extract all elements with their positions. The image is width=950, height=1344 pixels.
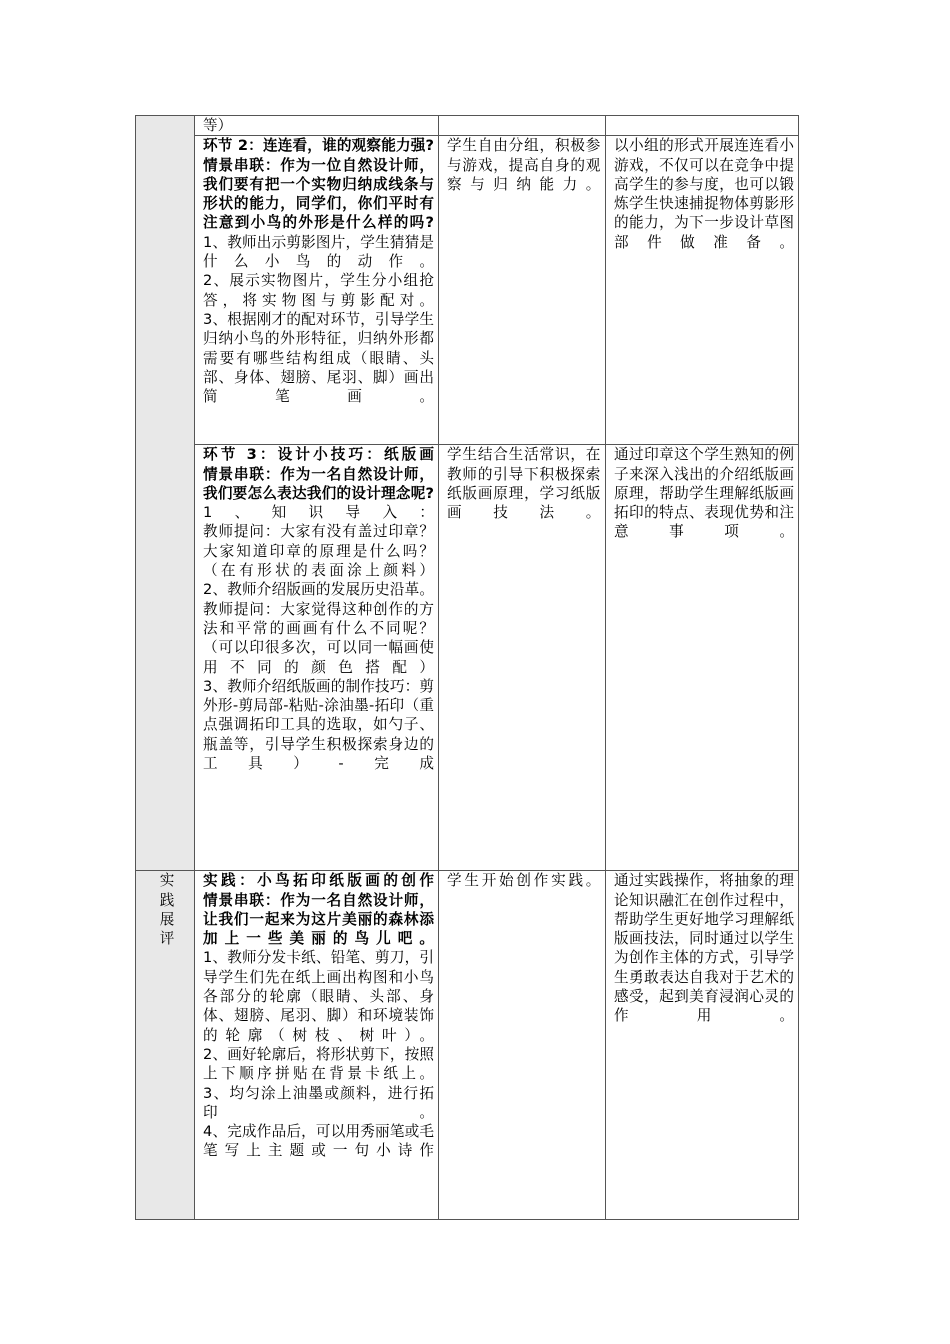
intent-cell: [606, 445, 799, 871]
continued-text: 等）: [203, 117, 233, 134]
step-item: 教师提问：大家有没有盖过印章？大家知道印章的原理是什么吗？（在有形状的表面涂上颜料）: [203, 523, 434, 580]
step-item: 2、展示实物图片，学生分小组抢答，将实物图与剪影配对。: [203, 272, 434, 309]
table-row: [136, 136, 799, 445]
intent-cell: [606, 871, 799, 1220]
stage-label-cell: [136, 871, 195, 1220]
student-activity: 学生结合生活常识，在教师的引导下积极探索纸版画原理，学习纸版画技法。: [447, 446, 601, 522]
step-item: 1、教师出示剪影图片，学生猜猜是什么小鸟的动作。: [203, 233, 434, 271]
step-item: 1、教师分发卡纸、铅笔、剪刀，引导学生们先在纸上画出构图和小鸟各部分的轮廓（眼睛、头部、身体、翅膀、尾羽、脚）和环境装饰的轮廓（树枝、树叶）。: [203, 949, 434, 1044]
intent-cell: [606, 116, 799, 136]
process-cell: [195, 136, 439, 445]
stage-label: 实践展评: [159, 872, 175, 948]
step-item: 4、完成作品后，可以用秀丽笔或毛笔写上主题或一句小诗作: [203, 1123, 434, 1160]
table-row: [136, 116, 799, 136]
step-item: 3、根据刚才的配对环节，引导学生归纳小鸟的外形特征，归纳外形都需要有哪些结构组成（眼睛、头部、身体、翅膀、尾羽、脚）画出简笔画。: [203, 310, 434, 406]
student-activity: 学生自由分组，积极参与游戏，提高自身的观察与归纳能力。: [447, 137, 601, 193]
process-cell: [195, 445, 439, 871]
process-cell: [195, 871, 439, 1220]
student-cell: [439, 116, 606, 136]
step-heading: 环节 3：设计小技巧：纸版画: [203, 446, 434, 464]
step-item: 2、画好轮廓后，将形状剪下，按照上下顺序拼贴在背景卡纸上。: [203, 1045, 434, 1083]
process-cell: [195, 116, 439, 136]
student-cell: [439, 871, 606, 1220]
scene-text: 情景串联：作为一名自然设计师，让我们一起来为这片美丽的森林添加上一些美丽的鸟儿吧。: [203, 891, 434, 948]
step-item: 1、知识导入：: [203, 504, 434, 522]
step-item: 教师提问：大家觉得这种创作的方法和平常的画画有什么不同呢？（可以印很多次，可以同一幅画使用不同的颜色搭配）: [203, 600, 434, 676]
student-activity: 学生开始创作实践。: [447, 872, 601, 890]
step-item: 3、教师介绍纸版画的制作技巧：剪外形-剪局部-粘贴-涂油墨-拓印（重点强调拓印工具的选取，如勺子、瓶盖等，引导学生积极探索身边的工具）-完成: [203, 677, 434, 773]
design-intent: 以小组的形式开展连连看小游戏，不仅可以在竞争中提高学生的参与度，也可以锻炼学生快速捕捉物体剪影形的能力，为下一步设计草图部件做准备。: [614, 137, 794, 251]
stage-cell: [136, 116, 195, 871]
step-item: 3、均匀涂上油墨或颜料，进行拓印。: [203, 1084, 434, 1121]
step-heading: 环节 2：连连看，谁的观察能力强?: [203, 137, 434, 155]
intent-cell: [606, 136, 799, 445]
table-row: [136, 871, 799, 1220]
table-row: [136, 445, 799, 871]
lesson-plan-table: [135, 115, 799, 1220]
student-cell: [439, 445, 606, 871]
step-heading: 实践：小鸟拓印纸版画的创作: [203, 872, 434, 890]
design-intent: 通过实践操作，将抽象的理论知识融汇在创作过程中，帮助学生更好地学习理解纸版画技法，同时通过以学生为创作主体的方式，引导学生勇敢表达自我对于艺术的感受，起到美育浸润心灵的作用。: [614, 872, 794, 1025]
scene-text: 情景串联：作为一位自然设计师，我们要有把一个实物归纳成线条与形状的能力，同学们，你们平时有注意到小鸟的外形是什么样的吗?: [203, 156, 434, 232]
scene-text: 情景串联：作为一名自然设计师，我们要怎么表达我们的设计理念呢?: [203, 465, 434, 502]
design-intent: 通过印章这个学生熟知的例子来深入浅出的介绍纸版画原理，帮助学生理解纸版画拓印的特点、表现优势和注意事项。: [614, 446, 794, 541]
student-cell: [439, 136, 606, 445]
step-item: 2、教师介绍版画的发展历史沿革。: [203, 581, 434, 599]
